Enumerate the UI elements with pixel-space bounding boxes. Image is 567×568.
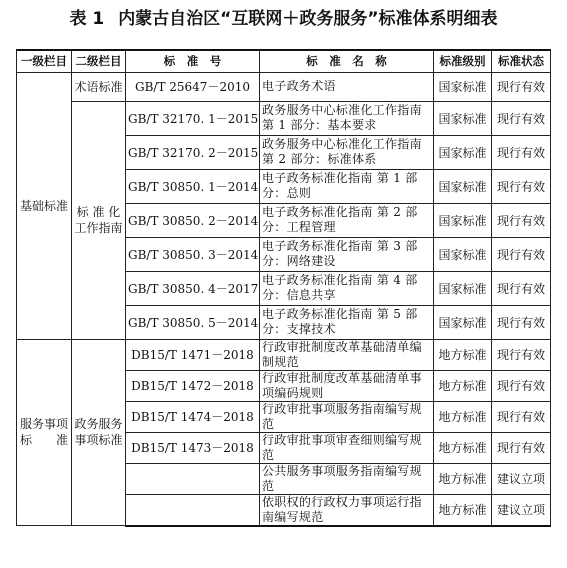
- standard-code: GB/T 32170. 1－2015: [126, 101, 260, 135]
- standard-name: 电子政务标准化指南 第 3 部分：网络建设: [260, 237, 434, 271]
- standard-name: 政务服务中心标准化工作指南 第 2 部分：标准体系: [260, 135, 434, 169]
- header-level: 标准级别: [434, 50, 492, 72]
- standard-status: 现行有效: [492, 271, 551, 305]
- standard-name: 行政审批事项审查细则编写规范: [260, 432, 434, 463]
- standard-status: 现行有效: [492, 101, 551, 135]
- standard-name: 电子政务标准化指南 第 4 部分：信息共享: [260, 271, 434, 305]
- standard-status: 现行有效: [492, 305, 551, 339]
- standard-code: GB/T 30850. 3－2014: [126, 237, 260, 271]
- group-service: 服务事项标 准: [17, 339, 72, 526]
- standard-level: 地方标准: [434, 401, 492, 432]
- header-status: 标准状态: [492, 50, 551, 72]
- standard-status: 现行有效: [492, 370, 551, 401]
- standard-level: 国家标准: [434, 135, 492, 169]
- header-name: 标 准 名 称: [260, 50, 434, 72]
- standard-code: DB15/T 1471－2018: [126, 339, 260, 370]
- standard-level: 地方标准: [434, 432, 492, 463]
- standard-code: DB15/T 1472－2018: [126, 370, 260, 401]
- table-title: [0, 6, 567, 32]
- table-row: [17, 101, 551, 135]
- standard-level: 地方标准: [434, 463, 492, 494]
- standard-code: [126, 494, 260, 526]
- standard-code: [126, 463, 260, 494]
- group-basic: 基础标准: [17, 72, 72, 339]
- standard-level: 国家标准: [434, 237, 492, 271]
- standard-code: GB/T 30850. 4－2017: [126, 271, 260, 305]
- header-cat1: 一级栏目: [17, 50, 72, 72]
- standard-level: 国家标准: [434, 203, 492, 237]
- standard-level: 地方标准: [434, 494, 492, 526]
- standard-level: 地方标准: [434, 370, 492, 401]
- standard-status: 现行有效: [492, 135, 551, 169]
- standard-name: 电子政务标准化指南 第 2 部分：工程管理: [260, 203, 434, 237]
- standard-status: 建议立项: [492, 494, 551, 526]
- standard-level: 国家标准: [434, 305, 492, 339]
- header-cat2: 二级栏目: [72, 50, 126, 72]
- standard-code: GB/T 25647－2010: [126, 72, 260, 101]
- standard-level: 国家标准: [434, 72, 492, 101]
- subgroup-service-items: 政务服务事项标准: [72, 339, 126, 526]
- standard-code: GB/T 30850. 5－2014: [126, 305, 260, 339]
- standard-name: 行政审批制度改革基础清单编制规范: [260, 339, 434, 370]
- standard-name: 行政审批事项服务指南编写规范: [260, 401, 434, 432]
- standard-name: 行政审批制度改革基础清单事项编码规则: [260, 370, 434, 401]
- standard-status: 现行有效: [492, 237, 551, 271]
- header-row: [17, 50, 551, 72]
- standard-name: 依职权的行政权力事项运行指南编写规范: [260, 494, 434, 526]
- table-row: [17, 72, 551, 101]
- standard-code: GB/T 30850. 2－2014: [126, 203, 260, 237]
- standard-code: DB15/T 1474－2018: [126, 401, 260, 432]
- standard-status: 现行有效: [492, 401, 551, 432]
- standard-status: 现行有效: [492, 432, 551, 463]
- header-code: 标 准 号: [126, 50, 260, 72]
- standard-code: GB/T 32170. 2－2015: [126, 135, 260, 169]
- standard-name: 公共服务事项服务指南编写规范: [260, 463, 434, 494]
- standard-status: 建议立项: [492, 463, 551, 494]
- standard-level: 国家标准: [434, 169, 492, 203]
- standard-status: 现行有效: [492, 339, 551, 370]
- table-title-text: 内蒙古自治区“互联网＋政务服务”标准体系明细表: [118, 9, 498, 29]
- subgroup-standardization: 标 准 化工作指南: [72, 101, 126, 339]
- standard-status: 现行有效: [492, 203, 551, 237]
- standard-name: 电子政务术语: [260, 72, 434, 101]
- subgroup-terms: 术语标准: [72, 72, 126, 101]
- standard-level: 地方标准: [434, 339, 492, 370]
- standard-level: 国家标准: [434, 101, 492, 135]
- standard-code: GB/T 30850. 1－2014: [126, 169, 260, 203]
- standards-table: [16, 49, 551, 527]
- standard-status: 现行有效: [492, 169, 551, 203]
- standard-level: 国家标准: [434, 271, 492, 305]
- standard-name: 电子政务标准化指南 第 5 部分：支撑技术: [260, 305, 434, 339]
- standard-code: DB15/T 1473－2018: [126, 432, 260, 463]
- table-row: [17, 339, 551, 370]
- standard-status: 现行有效: [492, 72, 551, 101]
- table-number: 表 1: [69, 9, 105, 29]
- standard-name: 政务服务中心标准化工作指南 第 1 部分：基本要求: [260, 101, 434, 135]
- standard-name: 电子政务标准化指南 第 1 部分：总则: [260, 169, 434, 203]
